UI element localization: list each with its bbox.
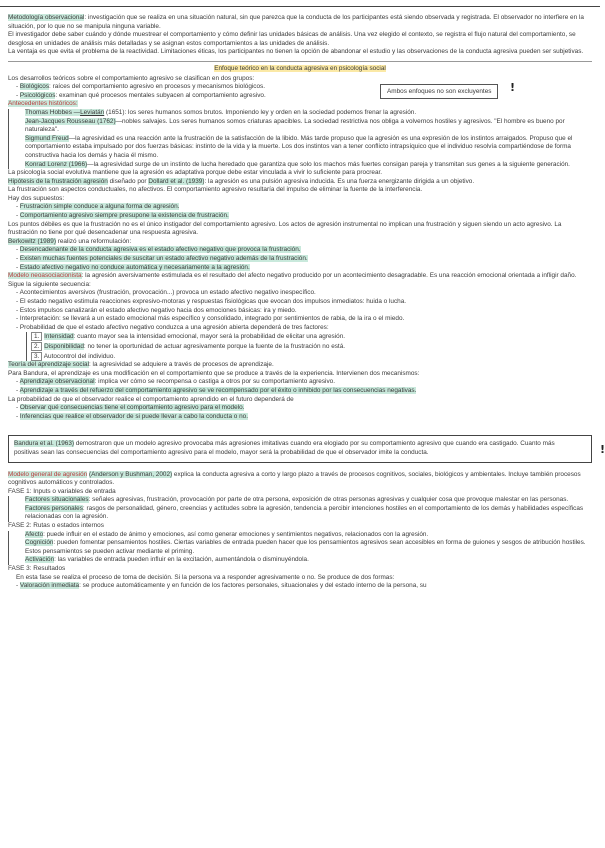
document-page [8,4,605,591]
fase-3-heading: FASE 3: Resultados [8,565,66,573]
aprendizaje-lead: Teoría del aprendizaje social: la agresividad se adquiere a través de procesos de aprendizaje. [8,361,274,369]
antecedentes-block [8,100,592,169]
mecanismo-observacional: - Aprendizaje observacional: implica ver cómo se recompensa o castiga a otros por su comportamiento agresivo. [8,378,592,387]
enfoques-lead: Los desarrollos teóricos sobre el comportamiento agresivo se clasifican en dos grupos: [8,74,255,82]
freud-item: Sigmund Freud—la agresividad es una reacción ante la frustración de la satisfacción de la libido. Más tarde propuso que la agresión es una expresión de los instintos arraigados. Propuso que el comportamiento estaba impulsado por dos fuerzas básicas: instinto de la vida y la muerte. Los dos instintos van a tener conflicto intrapsíquico que el individuo resolvía compartiéndose de forma constructiva hacia los demás y hacia él mismo. [25,134,573,159]
observational-term: Metodología observacional [8,14,85,21]
hobbes-item: Thomas Hobbes —Leviatán (1651): los seres humanos somos brutos. Imponiendo ley y orden en la sociedad podemos frenar la agresión. [25,108,417,116]
condicion-2: - Inferencias que realice el observador de si puede llevar a cabo la conducta o no. [8,413,592,422]
gam-lead: Modelo general de agresión (Anderson y Bushman, 2002) explica la conducta agresiva a corto y largo plazo a través de procesos cognitivos, sociales, biológicos y ambientales. Incluye también procesos cognitivos automáticos y controlados. [8,470,581,487]
antecedentes-heading: Antecedentes históricos: [8,100,78,108]
aprendizaje-paragraph-2: Para Bandura, el aprendizaje es una modificación en el comportamiento que se produce a través de la experiencia. Intervienen dos mecanismos: [8,369,420,377]
section-title: Enfoque teórico en la conducta agresiva en psicología social [214,64,386,72]
ruta-cognicion: Cognición: pueden fomentar pensamientos hostiles. Ciertas variables de entrada pueden hacer que los pensamientos agresivos sean accesibles en forma de guiones y sesgos de atribución hostiles. Estos pensamientos se pueden activar mediante el priming. [25,539,586,555]
neoasociacion-block [8,272,592,361]
supuesto-2: - Comportamiento agresivo siempre presupone la existencia de frustración. [8,212,592,221]
bandura-text: Bandura et al. (1963) demostraron que un modelo agresivo provocaba más agresiones imitativas cuando era elogiado por su comportamiento agresivo que cuando era castigado. Cuanto más positivas sean las consecuencias del comportamiento agresivo para el modelo, mayor será la probabilidad de que el observador imite la conducta. [14,440,555,456]
lorenz-item: Konrad Lorenz (1966)—la agresividad surge de un instinto de lucha heredado que garantiza que solo los machos más fuertes consigan pareja y transmitan sus genes a la siguiente generación. [25,160,570,168]
section-title-wrap [8,65,592,74]
berkowitz-point-3: - Estado afectivo negativo no conduce automática y necesariamente a la agresión. [8,264,592,273]
antecedentes-list [8,109,592,169]
sequence-step: - Probabilidad de que el estado afectivo negativo conduzca a una agresión abierta dependerá de tres factores: [8,324,592,333]
enfoques-block [8,75,592,101]
rousseau-item: Jean-Jacques Rousseau (1762)—nobles salvajes. Los seres humanos somos criaturas apacibles. La sociedad restrictiva nos obliga a volvernos hostiles y agresivos. "El hombre es bueno por naturaleza". [25,117,565,134]
evolutiva-paragraph: La psicología social evolutiva mantiene que la agresión es adaptativa porque debe estar vinculada a vivir lo suficiente para procrear. [8,169,383,177]
valoracion-inmediata: - Valoración inmediata: se produce automáticamente y en función de los factores personales, situacionales y del estado interno de la persona, su [8,582,592,591]
frustracion-block [8,178,592,238]
aprendizaje-block [8,361,592,421]
gam-block [8,471,592,591]
sequence-step: - Acontecimientos aversivos (frustración, provocación...) provoca un estado afectivo negativo inespecífico. [8,289,592,298]
intro-block [8,14,592,57]
excluyentes-note: Ambos enfoques no son excluyentes [380,84,498,99]
frustracion-paragraph: Hipótesis de la frustración agresión diseñado por Dollard et al. (1939): la agresión es una pulsión agresiva inducida. Es una fuerza energizante dirigida a un objetivo. [8,177,475,185]
supuesto-1: - Frustración simple conduce a alguna forma de agresión. [8,203,592,212]
enfoque-biologico: - Biológicos: raíces del comportamiento agresivo en procesos y mecanismos biológicos. [8,83,592,92]
fase-2-list [8,531,592,565]
berkowitz-lead: Berkowitz (1989) realizó una reformulación: [8,237,132,245]
frustracion-debilidades: Los puntos débiles es que la frustración no es el único instigador del comportamiento agresivo. Los actos de agresión instrumental no implican una frustración y siguen siendo un acto agresivo. La frustración no tiene por qué desencadenar una respuesta agresiva. [8,220,562,237]
fase-2-heading: FASE 2: Rutas o estados internos [8,522,104,530]
sequence-step: - Estos impulsos canalizarán el estado afectivo negativo hacia dos emociones básicas: ira y miedo. [8,307,592,316]
berkowitz-point-2: - Existen muchas fuentes potenciales de suscitar un estado afectivo negativo además de la frustración. [8,255,592,264]
intro-paragraph-2: El investigador debe saber cuándo y dónde muestrear el comportamiento y cómo definir las unidades básicas de análisis. Una vez elegido el contexto, se registra el flujo natural del comportamiento, se desglosa en unidades de análisis más detalladas y se asignan estos comportamientos a las unidades de análisis. [8,31,576,47]
aprendizaje-paragraph-3: La probabilidad de que el observador realice el comportamiento aprendido en el futuro dependerá de [8,395,294,403]
ruta-activacion: Activación: las variables de entrada pueden influir en la excitación, aumentándola o disminuyéndola. [25,556,309,564]
frustracion-paragraph-2: La frustración son aspectos conductuales, no afectivos. El comportamiento agresivo resultaría del impulso de eliminar la fuente de la interferencia. [8,186,423,194]
ruta-afecto: Afecto: puede influir en el estado de ánimo y emociones, así como generar emociones y sentimientos negativos, relacionados con la agresión. [25,530,429,538]
factores-situacionales: Factores situacionales: señales agresivas, frustración, provocación por parte de otra persona, exposición de otras personas agresivas y cualquier cosa que provoque malestar en las personas. [25,496,569,504]
exclamation-icon: ! [510,80,516,94]
condicion-1: - Observar qué consecuencias tiene el comportamiento agresivo para el modelo. [8,404,592,413]
berkowitz-block [8,238,592,272]
fase-1-list [8,496,592,522]
factor-autocontrol: 3. Autocontrol del individuo. [26,352,592,362]
bandura-callout [8,435,605,462]
factor-disponibilidad: 2. Disponibilidad: no tener la oportunidad de actuar agresivamente porque la fuente de la frustración no está. [26,342,592,352]
fase-3-lead: En esta fase se realiza el proceso de toma de decisión. Si la persona va a responder agresivamente o no. Se produce de dos formas: [16,573,395,581]
sequence-step: - El estado negativo estimula reacciones expresivo-motoras y respuestas fisiológicas que evocan dos impulsos inmediatos: huida o lucha. [8,298,592,307]
neoasociacion-lead: Modelo neoasociacionista: la agresión aversivamente estimulada es el resultado del afecto negativo producido por un acontecimiento desagradable. Es una reacción emocional orientada a infligir daño. Sigue la siguiente secuencia: [8,272,577,288]
sequence-step: - Interpretación: se llevará a un estado emocional más específico y consolidado, integrado por sentimientos de rabia, de la ira o el miedo. [8,315,592,324]
enfoque-psicologico: - Psicológicos: examinan qué procesos mentales subyacen al comportamiento agresivo. [8,92,592,101]
fase-1-heading: FASE 1: Inputs o variables de entrada [8,487,116,495]
section-divider [8,61,592,62]
factor-list [8,332,592,361]
exclamation-icon: ! [599,443,605,457]
mecanismo-refuerzo: - Aprendizaje a través del refuerzo del comportamiento agresivo se ve recompensado por el éxito o inhibido por las consecuencias negativas. [8,387,592,396]
factores-personales: Factores personales: rasgos de personalidad, género, creencias y actitudes sobre la agresión, tendencia a percibir intenciones hostiles en el comportamiento de los demás y habilidades específicas relacionadas con la agresión. [25,504,584,521]
intro-paragraph-3: La ventaja es que evita el problema de la reactividad. Limitaciones éticas, los participantes no tienen la opción de abandonar el estudio y las observaciones de la conducta agresiva pueden ser subjetivas. [8,48,584,56]
frustracion-supuestos: Hay dos supuestos: [8,194,65,202]
intro-paragraph-1: Metodología observacional: investigación que se realiza en una situación natural, sin que parezca que la conducta de los participantes está siendo observada y registrada. El observador no interfiere en la situación, por lo que no se manipula ninguna variable. [8,14,584,30]
factor-intensidad: 1. Intensidad: cuanto mayor sea la intensidad emocional, mayor será la probabilidad de elicitar una agresión. [26,332,592,342]
berkowitz-point-1: - Desencadenante de la conducta agresiva es el estado afectivo negativo que provoca la frustración. [8,246,592,255]
